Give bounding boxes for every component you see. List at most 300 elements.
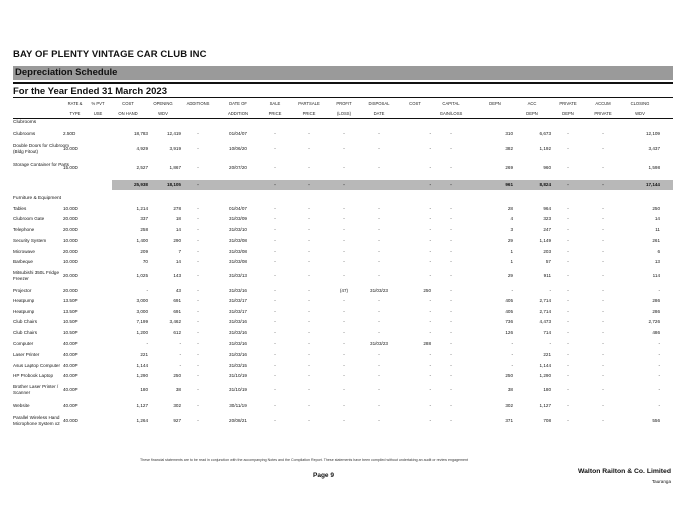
cost-cell: 1,144 — [136, 363, 148, 368]
cost-cell: 337 — [140, 216, 148, 221]
pvt-cell: - — [567, 206, 569, 211]
open-cell: 12,419 — [166, 131, 181, 136]
accpvt-cell: - — [602, 309, 604, 314]
dcost-cell: - — [429, 352, 431, 357]
dcost-cell: - — [429, 319, 431, 324]
ddate-cell: - — [378, 206, 380, 211]
pl-cell: - — [343, 373, 345, 378]
rate-cell: 20.00D — [63, 249, 78, 254]
column-header — [550, 99, 586, 119]
ddate-cell: - — [378, 373, 380, 378]
add-cell: - — [197, 352, 199, 357]
depn-cell: 3 — [510, 227, 513, 232]
close-cell: 261 — [652, 238, 660, 243]
close-cell: 6 — [657, 249, 660, 254]
column-header-line: ADDITIONS — [186, 101, 210, 106]
sale-cell: - — [274, 216, 276, 221]
dcost-cell: - — [429, 238, 431, 243]
accpvt-cell: - — [602, 403, 604, 408]
rate-cell: 13.50P — [63, 298, 78, 303]
column-header-line: PRICE — [302, 111, 316, 116]
pl-cell: - — [343, 238, 345, 243]
sale-cell: - — [274, 206, 276, 211]
asset-label: Parallel Wireless Hand Microphone System x2 — [13, 415, 60, 426]
asset-label: Heatpump — [13, 309, 35, 314]
total-dcost-cell: - — [429, 182, 431, 187]
date-cell: 31/03/09 — [229, 216, 247, 221]
close-cell: 486 — [652, 330, 660, 335]
pvt-cell: - — [567, 216, 569, 221]
asset-label: Telephone — [13, 227, 35, 232]
depn-cell: 1 — [510, 259, 513, 264]
add-cell: - — [197, 146, 199, 151]
cg-cell: - — [450, 249, 452, 254]
ddate-cell: 31/03/23 — [370, 288, 388, 293]
dcost-cell: - — [429, 206, 431, 211]
pvt-cell: - — [567, 418, 569, 423]
add-cell: - — [197, 165, 199, 170]
add-cell: - — [197, 216, 199, 221]
dcost-cell: - — [429, 216, 431, 221]
column-header-line: COST — [122, 101, 134, 106]
pvt-cell: - — [567, 387, 569, 392]
open-cell: 14 — [175, 259, 181, 264]
acc-cell: 1,192 — [539, 146, 551, 151]
part-cell: - — [308, 403, 310, 408]
pl-cell: - — [343, 249, 345, 254]
pl-cell: - — [343, 418, 345, 423]
ddate-cell: - — [378, 352, 380, 357]
pl-cell: - — [343, 131, 345, 136]
asset-label: Laser Printer — [13, 352, 40, 357]
sale-cell: - — [274, 238, 276, 243]
acc-cell: 1,144 — [539, 363, 551, 368]
accpvt-cell: - — [602, 259, 604, 264]
column-header-line: DISPOSAL — [368, 101, 390, 106]
date-cell: 31/10/19 — [229, 373, 247, 378]
open-cell: 14 — [175, 227, 181, 232]
rate-cell: 10.00D — [63, 146, 78, 151]
pvt-cell: - — [567, 259, 569, 264]
total-open-cell: 18,105 — [166, 182, 181, 187]
close-cell: 11 — [655, 227, 660, 232]
ddate-cell: - — [378, 363, 380, 368]
cost-cell: 1,400 — [136, 238, 148, 243]
dcost-cell: 288 — [423, 341, 431, 346]
depn-cell: 736 — [505, 319, 513, 324]
pl-cell: - — [343, 259, 345, 264]
open-cell: 143 — [173, 273, 181, 278]
open-cell: 1,867 — [169, 165, 181, 170]
column-header — [513, 99, 551, 119]
column-header-line: DATE — [373, 111, 385, 116]
add-cell: - — [197, 298, 199, 303]
depn-cell: 1 — [510, 249, 513, 254]
column-header-line: WDV — [158, 111, 168, 116]
depn-cell: 29 — [507, 238, 513, 243]
column-header-line: % PVT — [91, 101, 105, 106]
sale-cell: - — [274, 387, 276, 392]
pl-cell: - — [343, 403, 345, 408]
sale-cell: - — [274, 249, 276, 254]
rate-cell: 20.00D — [63, 288, 78, 293]
ddate-cell: - — [378, 387, 380, 392]
depn-cell: - — [511, 352, 513, 357]
column-header-line: CLOSING — [630, 101, 650, 106]
ddate-cell: - — [378, 330, 380, 335]
pvt-cell: - — [567, 273, 569, 278]
dcost-cell: - — [429, 403, 431, 408]
depn-cell: 382 — [505, 146, 513, 151]
dcost-cell: - — [429, 330, 431, 335]
close-cell: 556 — [652, 418, 660, 423]
rate-cell: 10.00D — [63, 259, 78, 264]
column-header-line: (LOSS) — [337, 111, 351, 116]
cost-cell: 1,290 — [136, 373, 148, 378]
column-header — [358, 99, 400, 119]
cg-cell: - — [450, 309, 452, 314]
cg-cell: - — [450, 216, 452, 221]
sale-cell: - — [274, 309, 276, 314]
firm-city: Tauranga — [651, 479, 671, 484]
part-cell: - — [308, 330, 310, 335]
column-header-line: GAIN/LOSS — [439, 111, 463, 116]
cg-cell: - — [450, 227, 452, 232]
total-pl-cell: - — [343, 182, 345, 187]
part-cell: - — [308, 259, 310, 264]
date-cell: 31/03/16 — [229, 330, 247, 335]
dcost-cell: - — [429, 387, 431, 392]
column-header-line: COST — [409, 101, 421, 106]
cost-cell: 2,527 — [136, 165, 148, 170]
close-cell: 13 — [654, 259, 660, 264]
column-header — [219, 99, 257, 119]
pvt-cell: - — [567, 165, 569, 170]
pvt-cell: - — [567, 227, 569, 232]
acc-cell: 1,149 — [539, 238, 551, 243]
date-cell: 31/03/16 — [229, 288, 247, 293]
pvt-cell: - — [567, 288, 569, 293]
pvt-cell: - — [567, 238, 569, 243]
close-cell: 2,726 — [648, 319, 660, 324]
dcost-cell: - — [429, 363, 431, 368]
compilation-footnote: These financial statements are to be read in conjunction with the accompanying Notes and the Compilation Report. These statements have been compiled without undertaking an audit or review engagement — [140, 458, 468, 462]
pvt-cell: - — [567, 403, 569, 408]
add-cell: - — [197, 330, 199, 335]
column-header-line: WDV — [635, 111, 645, 116]
cg-cell: - — [450, 273, 452, 278]
sale-cell: - — [274, 298, 276, 303]
accpvt-cell: - — [602, 273, 604, 278]
sale-cell: - — [274, 418, 276, 423]
date-cell: 30/11/19 — [229, 403, 247, 408]
sale-cell: - — [274, 146, 276, 151]
acc-cell: - — [549, 341, 551, 346]
open-cell: 302 — [173, 403, 181, 408]
pl-cell: (47) — [339, 288, 349, 293]
depn-cell: - — [511, 341, 513, 346]
depn-cell: 29 — [507, 273, 513, 278]
cost-cell: 1,200 — [136, 330, 148, 335]
acc-cell: - — [549, 288, 551, 293]
pl-cell: - — [343, 309, 345, 314]
add-cell: - — [197, 373, 199, 378]
accpvt-cell: - — [602, 373, 604, 378]
date-cell: 31/03/15 — [229, 363, 247, 368]
sale-cell: - — [274, 330, 276, 335]
pvt-cell: - — [567, 330, 569, 335]
title-band — [13, 66, 673, 80]
asset-label: Microwave — [13, 249, 35, 254]
dcost-cell: - — [429, 418, 431, 423]
ddate-cell: - — [378, 249, 380, 254]
pl-cell: - — [343, 227, 345, 232]
dcost-cell: - — [429, 273, 431, 278]
report-period: For the Year Ended 31 March 2023 — [13, 86, 168, 97]
cg-cell: - — [450, 259, 452, 264]
part-cell: - — [308, 373, 310, 378]
acc-cell: 1,290 — [539, 373, 551, 378]
ddate-cell: - — [378, 146, 380, 151]
asset-label: Computer — [13, 341, 34, 346]
cg-cell: - — [450, 288, 452, 293]
cg-cell: - — [450, 363, 452, 368]
rate-cell: 13.50P — [63, 309, 78, 314]
add-cell: - — [197, 403, 199, 408]
pvt-cell: - — [567, 309, 569, 314]
add-cell: - — [197, 131, 199, 136]
pl-cell: - — [343, 387, 345, 392]
rate-cell: 40.00P — [63, 373, 78, 378]
asset-label: Club Chairs — [13, 319, 37, 324]
ddate-cell: - — [378, 227, 380, 232]
rate-cell: 20.00D — [63, 227, 78, 232]
dcost-cell: - — [429, 259, 431, 264]
close-cell: 286 — [652, 309, 660, 314]
open-cell: 691 — [173, 309, 181, 314]
part-cell: - — [308, 146, 310, 151]
column-header — [145, 99, 181, 119]
column-header-line: PRIVATE — [559, 101, 577, 106]
sale-cell: - — [274, 288, 276, 293]
open-cell: 612 — [173, 330, 181, 335]
depn-cell: 250 — [505, 373, 513, 378]
organisation-name: BAY OF PLENTY VINTAGE CAR CLUB INC — [13, 49, 207, 60]
date-cell: 31/03/17 — [229, 298, 247, 303]
part-cell: - — [308, 227, 310, 232]
part-cell: - — [308, 319, 310, 324]
rate-cell: 40.00P — [63, 363, 78, 368]
part-cell: - — [308, 165, 310, 170]
pl-cell: - — [343, 206, 345, 211]
accpvt-cell: - — [602, 298, 604, 303]
dcost-cell: 250 — [423, 288, 431, 293]
add-cell: - — [197, 259, 199, 264]
column-header — [258, 99, 292, 119]
accpvt-cell: - — [602, 288, 604, 293]
cg-cell: - — [450, 352, 452, 357]
date-cell: 31/03/10 — [229, 227, 247, 232]
ddate-cell: - — [378, 216, 380, 221]
ddate-cell: - — [378, 319, 380, 324]
acc-cell: 1,127 — [539, 403, 551, 408]
sale-cell: - — [274, 363, 276, 368]
add-cell: - — [197, 363, 199, 368]
sale-cell: - — [274, 341, 276, 346]
ddate-cell: 31/03/23 — [370, 341, 388, 346]
column-header-line: OPENING — [153, 101, 173, 106]
acc-cell: 203 — [543, 249, 551, 254]
column-header-line: PROFIT — [336, 101, 352, 106]
cost-cell: 3,000 — [136, 298, 148, 303]
acc-cell: 221 — [543, 352, 551, 357]
date-cell: 10/06/20 — [229, 146, 247, 151]
depn-cell: 269 — [505, 165, 513, 170]
add-cell: - — [197, 238, 199, 243]
open-cell: 278 — [173, 206, 181, 211]
part-cell: - — [308, 309, 310, 314]
pl-cell: - — [343, 298, 345, 303]
part-cell: - — [308, 216, 310, 221]
part-cell: - — [308, 273, 310, 278]
pvt-cell: - — [567, 249, 569, 254]
rate-cell: 40.00D — [63, 418, 78, 423]
accpvt-cell: - — [602, 330, 604, 335]
open-cell: - — [179, 363, 181, 368]
open-cell: 250 — [173, 373, 181, 378]
date-cell: 31/03/16 — [229, 341, 247, 346]
part-cell: - — [308, 131, 310, 136]
acc-cell: 6,673 — [539, 131, 551, 136]
acc-cell: 180 — [543, 387, 551, 392]
cost-cell: 1,025 — [136, 273, 148, 278]
rate-cell: 10.00D — [63, 206, 78, 211]
pl-cell: - — [343, 352, 345, 357]
accpvt-cell: - — [602, 418, 604, 423]
rate-cell: 20.00D — [63, 216, 78, 221]
column-header — [477, 99, 513, 109]
dcost-cell: - — [429, 298, 431, 303]
acc-cell: 964 — [543, 206, 551, 211]
dcost-cell: - — [429, 373, 431, 378]
open-cell: - — [179, 341, 181, 346]
column-header-line: RATE & — [67, 101, 83, 106]
date-cell: 31/03/16 — [229, 319, 247, 324]
ddate-cell: - — [378, 309, 380, 314]
rate-cell: 40.00P — [63, 387, 78, 392]
column-header-line: ADDITION — [227, 111, 248, 116]
ddate-cell: - — [378, 238, 380, 243]
cg-cell: - — [450, 403, 452, 408]
column-header — [108, 99, 148, 119]
firm-name: Walton Railton & Co. Limited — [577, 468, 671, 475]
cg-cell: - — [450, 165, 452, 170]
acc-cell: 57 — [545, 259, 551, 264]
column-header — [585, 99, 621, 119]
close-cell: - — [658, 341, 660, 346]
part-cell: - — [308, 298, 310, 303]
depn-cell: 4 — [510, 216, 513, 221]
cost-cell: 4,929 — [136, 146, 148, 151]
depn-cell: - — [511, 288, 513, 293]
accpvt-cell: - — [602, 216, 604, 221]
close-cell: 1,598 — [648, 165, 660, 170]
accpvt-cell: - — [602, 319, 604, 324]
close-cell: - — [658, 352, 660, 357]
asset-label: Brother Laser Printer / Scanner — [13, 384, 59, 395]
column-header — [327, 99, 361, 119]
schedule-title: Depreciation Schedule — [15, 67, 118, 78]
pl-cell: - — [343, 363, 345, 368]
part-cell: - — [308, 352, 310, 357]
open-cell: 3,462 — [169, 319, 181, 324]
cost-cell: - — [146, 288, 148, 293]
part-cell: - — [308, 341, 310, 346]
ddate-cell: - — [378, 418, 380, 423]
cost-cell: 7,199 — [136, 319, 148, 324]
depn-cell: 405 — [505, 309, 513, 314]
cost-cell: - — [146, 341, 148, 346]
cg-cell: - — [450, 146, 452, 151]
close-cell: 286 — [652, 298, 660, 303]
accpvt-cell: - — [602, 146, 604, 151]
sale-cell: - — [274, 259, 276, 264]
ddate-cell: - — [378, 403, 380, 408]
asset-label: Mitsubishi 350L Fridge Freezer — [13, 270, 60, 281]
add-cell: - — [197, 387, 199, 392]
add-cell: - — [197, 418, 199, 423]
rate-cell: 10.50P — [63, 319, 78, 324]
close-cell: - — [658, 363, 660, 368]
cg-cell: - — [450, 418, 452, 423]
close-cell: 12,109 — [645, 131, 660, 136]
acc-cell: 708 — [543, 418, 551, 423]
asset-label: Barbeque — [13, 259, 33, 264]
pvt-cell: - — [567, 298, 569, 303]
asset-label: Tables — [13, 206, 27, 211]
open-cell: 43 — [175, 288, 181, 293]
dcost-cell: - — [429, 309, 431, 314]
asset-label: Double Doors for Clubroom (Bldg Fitout) — [13, 143, 69, 154]
sale-cell: - — [274, 403, 276, 408]
close-cell: 3,437 — [648, 146, 660, 151]
pvt-cell: - — [567, 363, 569, 368]
part-cell: - — [308, 238, 310, 243]
column-header — [430, 99, 472, 119]
total-close-cell: 17,144 — [645, 182, 660, 187]
date-cell: 20/07/20 — [229, 165, 247, 170]
section-heading: Furniture & Equipment — [13, 196, 61, 201]
part-cell: - — [308, 249, 310, 254]
accpvt-cell: - — [602, 165, 604, 170]
depn-cell: 38 — [507, 387, 513, 392]
close-cell: 114 — [652, 273, 660, 278]
depn-cell: 310 — [505, 131, 513, 136]
cg-cell: - — [450, 298, 452, 303]
sale-cell: - — [274, 373, 276, 378]
rate-cell: 2.50D — [63, 131, 76, 136]
accpvt-cell: - — [602, 206, 604, 211]
sale-cell: - — [274, 131, 276, 136]
open-cell: 38 — [175, 387, 181, 392]
depn-cell: 126 — [505, 330, 513, 335]
add-cell: - — [197, 273, 199, 278]
dcost-cell: - — [429, 227, 431, 232]
asset-label: Clubroom Gate — [13, 216, 45, 221]
rate-cell: 20.00D — [63, 273, 78, 278]
column-header-line: SALE — [269, 101, 281, 106]
accpvt-cell: - — [602, 387, 604, 392]
